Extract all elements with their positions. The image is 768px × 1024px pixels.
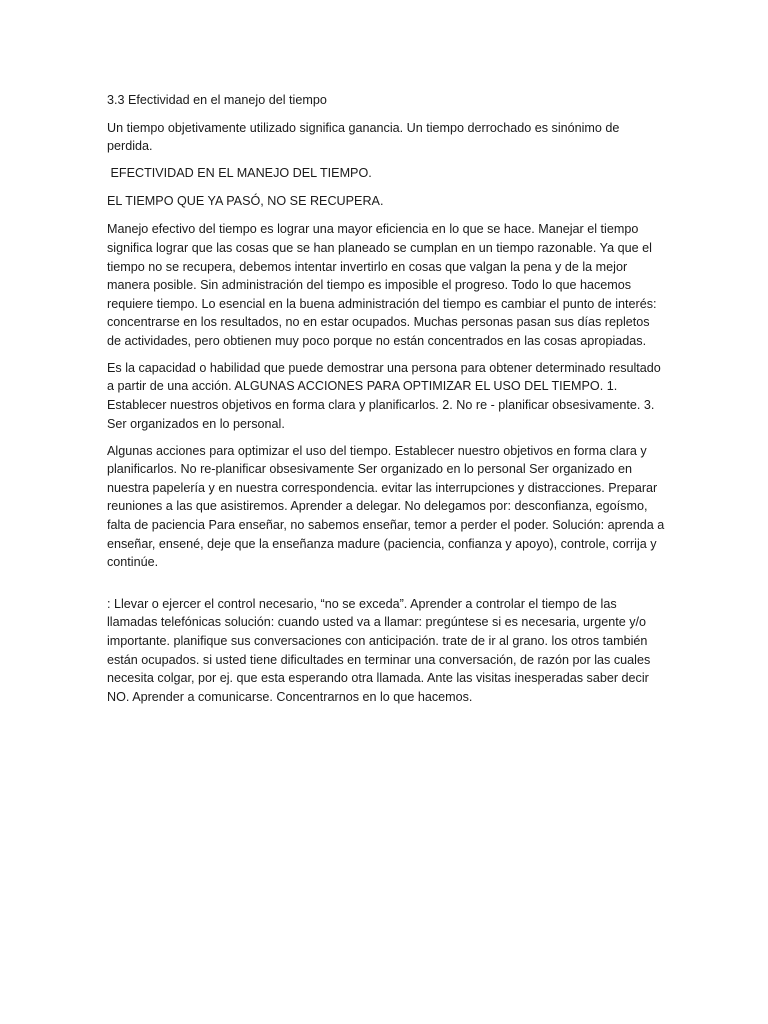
paragraph-acciones: Algunas acciones para optimizar el uso del tiempo. Establecer nuestro objetivos en forma clara y planificarlos. No re-planificar obsesivamente Ser organizado en lo personal Ser organizado en nuestra papelería y en nuestra correspondencia. evitar las interrupciones y distracciones. Preparar reuniones a las que asistiremos. Aprender a delegar. No delegamos por: desconfianza, egoísmo, falta de paciencia Para enseñar, no sabemos enseñar, temor a perder el poder. Solución: aprenda a enseñar, ensené, deje que la enseñanza madure (paciencia, confianza y apoyo), controle, corrija y continúe. — [107, 443, 668, 570]
intro-paragraph: Un tiempo objetivamente utilizado significa ganancia. Un tiempo derrochado es sinónimo de perdida. — [107, 120, 623, 154]
section-title: 3.3 Efectividad en el manejo del tiempo — [107, 93, 327, 107]
paragraph-capacidad: Es la capacidad o habilidad que puede demostrar una persona para obtener determinado resultado a partir de una acción. ALGUNAS ACCIONES PARA OPTIMIZAR EL USO DEL TIEMPO. 1. Establecer nuestros objetivos en forma clara y planificarlos. 2. No re - planificar obsesivamente. 3. Ser organizados en lo personal. — [107, 360, 665, 431]
paragraph-control: : Llevar o ejercer el control necesario, “no se exceda”. Aprender a controlar el tiempo de las llamadas telefónicas solución: cuando usted va a llamar: pregúntese si es necesaria, urgente y/o importante. planifique sus conversaciones con anticipación. trate de ir al grano. los otros también están ocupados. si usted tiene dificultades en terminar una conversación, de razón por las cuales necesita colgar, por ej. que esta esperando otra llamada. Ante las visitas inesperadas saber decir NO. Aprender a comunicarse. Concentrarnos en lo que hacemos. — [107, 596, 654, 704]
heading-efectividad: EFECTIVIDAD EN EL MANEJO DEL TIEMPO. — [107, 166, 372, 181]
document-body — [107, 91, 667, 715]
heading-tiempo-pasado: EL TIEMPO QUE YA PASÓ, NO SE RECUPERA. — [107, 194, 384, 209]
paragraph-manejo-efectivo: Manejo efectivo del tiempo es lograr una mayor eficiencia en lo que se hace. Manejar el tiempo significa lograr que las cosas que se han planeado se cumplan en un tiempo razonable. Ya que el tiempo no se recupera, debemos intentar invertirlo en cosas que valgan la pena y de la mejor manera posible. Sin administración del tiempo es imposible el progreso. Todo lo que hacemos requiere tiempo. Lo esencial en la buena administración del tiempo es cambiar el punto de interés: concentrarse en los resultados, no en estar ocupados. Muchas personas pasan sus días repletos de actividades, pero obtienen muy poco porque no están concentrados en las cosas apropiadas. — [107, 222, 661, 348]
